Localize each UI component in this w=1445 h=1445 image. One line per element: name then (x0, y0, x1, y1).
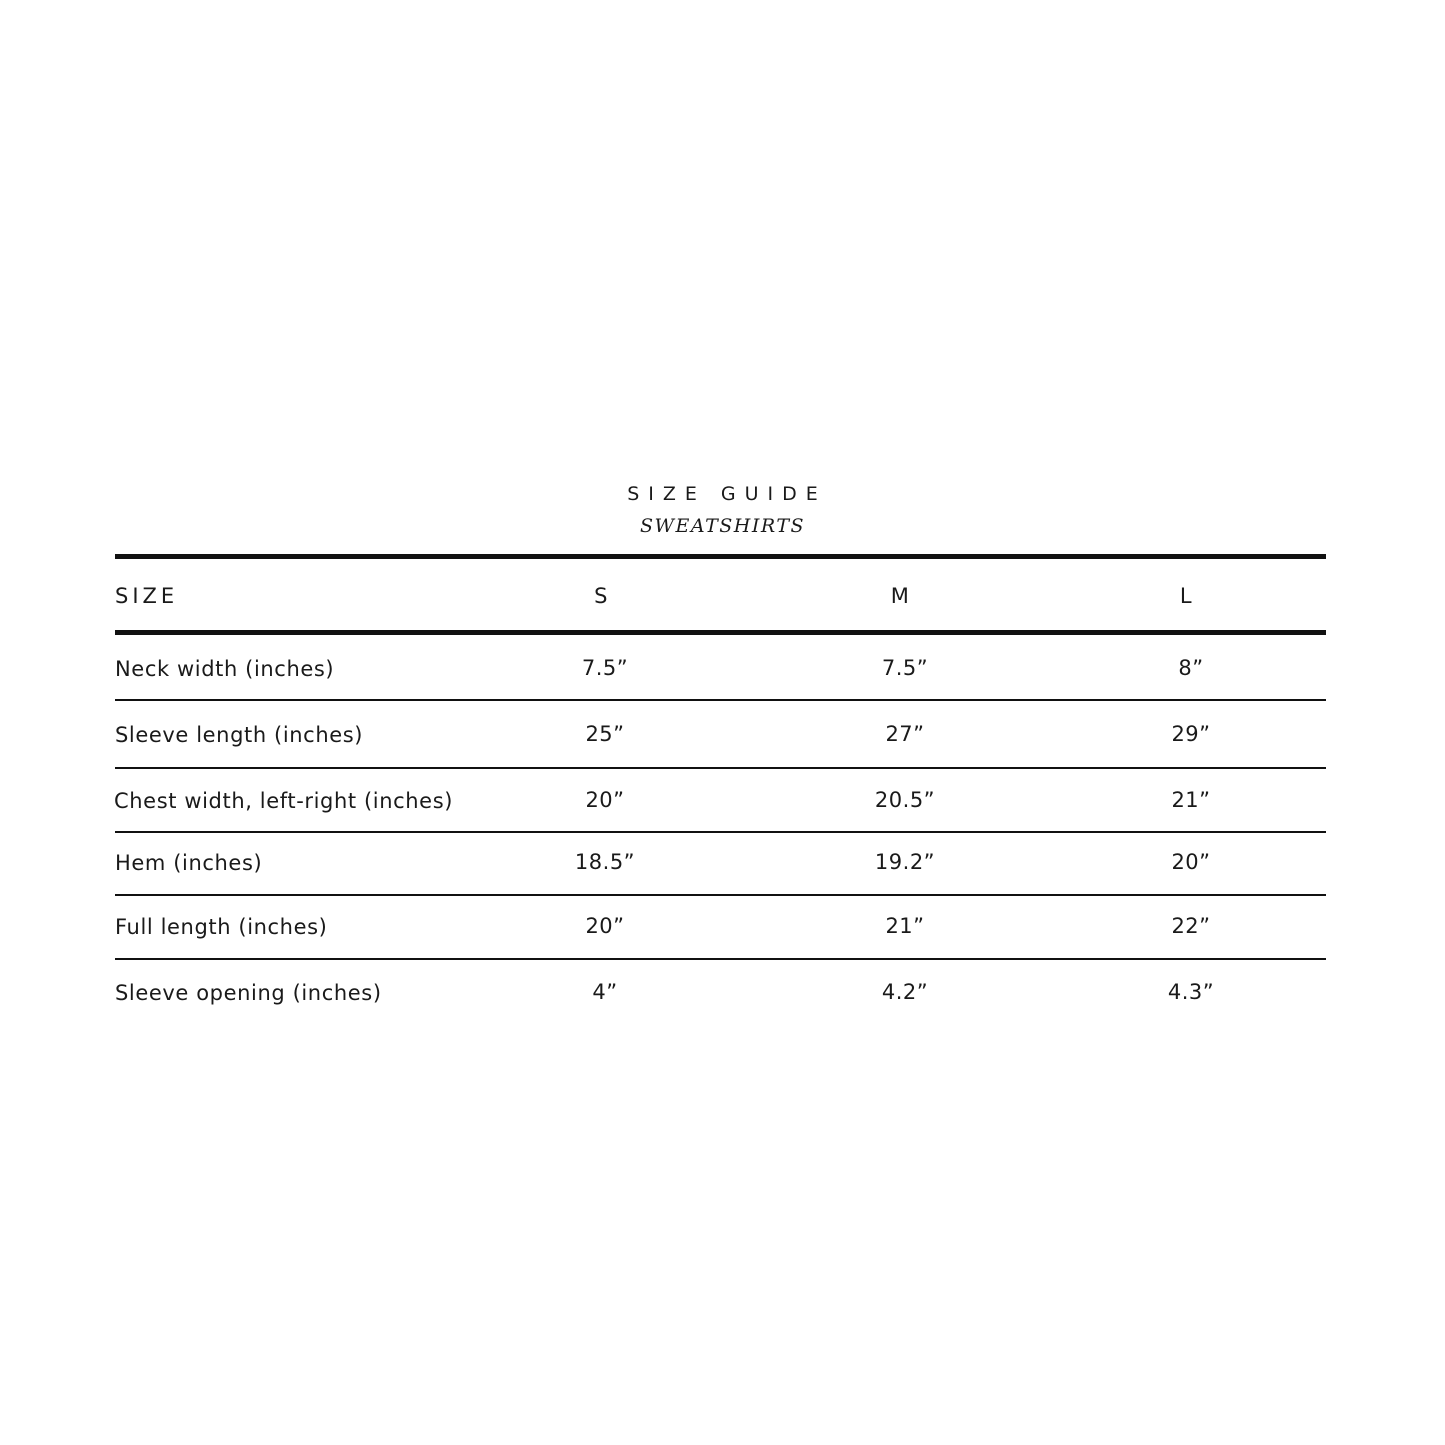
row-label-chest-width: Chest width, left-right (inches) (114, 789, 454, 813)
row-4-l: 22” (1171, 914, 1211, 938)
row-2-s: 20” (585, 788, 625, 812)
row-0-l: 8” (1178, 656, 1204, 680)
row-4-s: 20” (585, 914, 625, 938)
row-5-s: 4” (592, 980, 618, 1004)
page-subtitle: SWEATSHIRTS (639, 515, 806, 537)
row-0-m: 7.5” (881, 656, 929, 680)
row-divider (115, 831, 1326, 833)
row-label-hem: Hem (inches) (115, 851, 263, 875)
row-2-m: 20.5” (874, 788, 936, 812)
row-label-full-length: Full length (inches) (115, 915, 328, 939)
row-0-s: 7.5” (581, 656, 629, 680)
row-divider (115, 894, 1326, 896)
row-2-l: 21” (1171, 788, 1211, 812)
row-divider (115, 767, 1326, 769)
row-3-s: 18.5” (574, 850, 636, 874)
row-divider (115, 958, 1326, 960)
row-label-sleeve-length: Sleeve length (inches) (115, 723, 364, 747)
row-1-l: 29” (1171, 722, 1211, 746)
table-top-rule (115, 554, 1326, 559)
row-1-m: 27” (885, 722, 925, 746)
row-label-sleeve-opening: Sleeve opening (inches) (115, 981, 382, 1005)
row-label-neck-width: Neck width (inches) (115, 657, 335, 681)
header-s: S (594, 584, 608, 608)
row-3-m: 19.2” (874, 850, 936, 874)
row-5-m: 4.2” (881, 980, 929, 1004)
header-m: M (890, 584, 910, 608)
header-l: L (1179, 584, 1193, 608)
page-title: SIZE GUIDE (627, 483, 827, 505)
header-bottom-rule (115, 630, 1326, 635)
row-divider (115, 699, 1326, 701)
row-3-l: 20” (1171, 850, 1211, 874)
header-size: SIZE (115, 584, 179, 608)
row-1-s: 25” (585, 722, 625, 746)
row-5-l: 4.3” (1167, 980, 1215, 1004)
row-4-m: 21” (885, 914, 925, 938)
